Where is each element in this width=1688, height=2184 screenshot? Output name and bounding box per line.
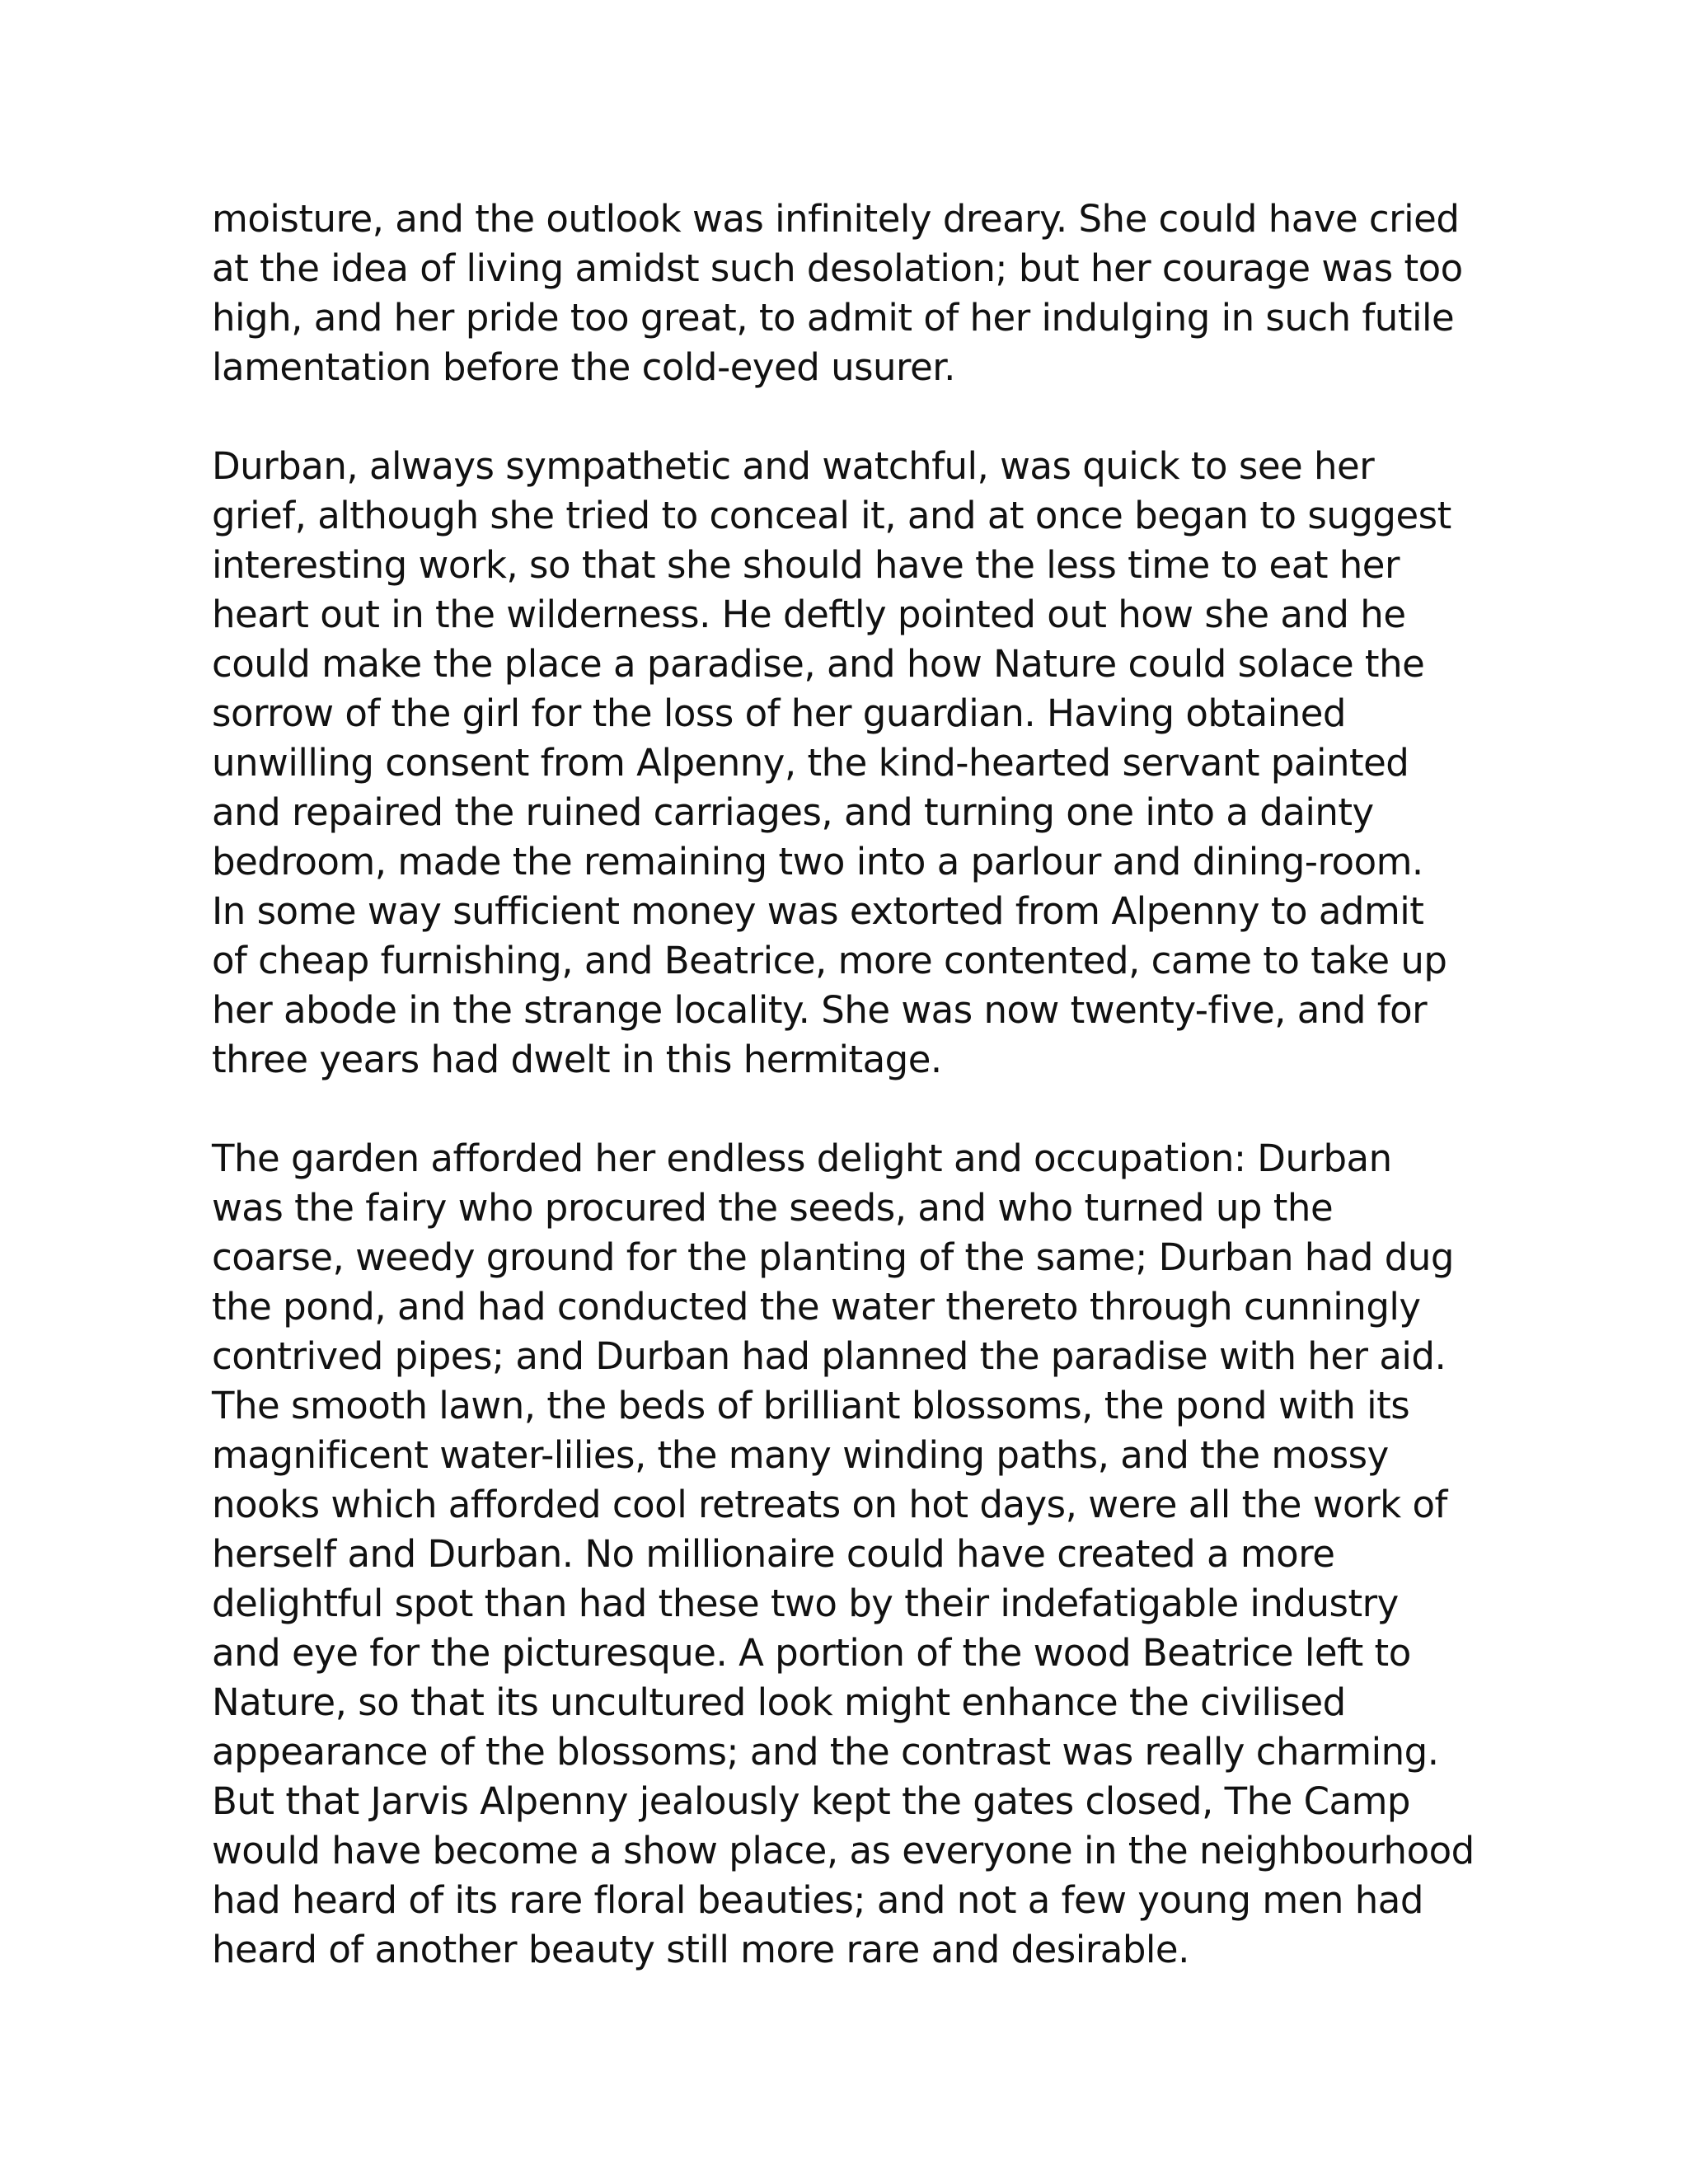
- text-line: nooks which afforded cool retreats on hot days, were all the work of: [212, 1483, 1447, 1526]
- text-line: moisture, and the outlook was infinitely dreary. She could have cried: [212, 197, 1460, 241]
- text-line: Durban, always sympathetic and watchful, was quick to see her: [212, 444, 1375, 488]
- text-line: coarse, weedy ground for the planting of the same; Durban had dug: [212, 1235, 1454, 1279]
- paragraph-1: [212, 194, 1498, 392]
- text-line: lamentation before the cold-eyed usurer.: [212, 345, 955, 389]
- text-line: the pond, and had conducted the water thereto through cunningly: [212, 1285, 1421, 1329]
- text-line: high, and her pride too great, to admit of her indulging in such futile: [212, 296, 1455, 340]
- text-line: The smooth lawn, the beds of brilliant blossoms, the pond with its: [212, 1384, 1410, 1427]
- text-line: appearance of the blossoms; and the contrast was really charming.: [212, 1730, 1439, 1774]
- text-line: contrived pipes; and Durban had planned the paradise with her aid.: [212, 1334, 1447, 1378]
- text-line: and repaired the ruined carriages, and turning one into a dainty: [212, 790, 1374, 834]
- text-line: had heard of its rare floral beauties; and not a few young men had: [212, 1878, 1423, 1922]
- text-line: sorrow of the girl for the loss of her guardian. Having obtained: [212, 691, 1346, 735]
- text-line: But that Jarvis Alpenny jealously kept the gates closed, The Camp: [212, 1779, 1410, 1823]
- text-line: at the idea of living amidst such desolation; but her courage was too: [212, 246, 1463, 290]
- body-text: [212, 194, 1498, 2024]
- text-line: herself and Durban. No millionaire could have created a more: [212, 1532, 1335, 1576]
- paragraph-3: [212, 1134, 1498, 1975]
- text-line: would have become a show place, as everyone in the neighbourhood: [212, 1829, 1475, 1872]
- text-line: heart out in the wilderness. He deftly pointed out how she and he: [212, 593, 1406, 636]
- paragraph-2: [212, 442, 1498, 1085]
- text-line: could make the place a paradise, and how Nature could solace the: [212, 642, 1425, 686]
- text-line: delightful spot than had these two by their indefatigable industry: [212, 1582, 1399, 1625]
- text-line: bedroom, made the remaining two into a parlour and dining-room.: [212, 840, 1423, 883]
- text-line: three years had dwelt in this hermitage.: [212, 1038, 942, 1081]
- text-line: Nature, so that its uncultured look might enhance the civilised: [212, 1680, 1346, 1724]
- text-line: unwilling consent from Alpenny, the kind-hearted servant painted: [212, 741, 1409, 785]
- text-line: heard of another beauty still more rare and desirable.: [212, 1928, 1189, 1971]
- text-line: magnificent water-lilies, the many winding paths, and the mossy: [212, 1433, 1389, 1477]
- text-line: and eye for the picturesque. A portion of the wood Beatrice left to: [212, 1631, 1411, 1675]
- text-line: In some way sufficient money was extorted from Alpenny to admit: [212, 889, 1424, 933]
- text-line: of cheap furnishing, and Beatrice, more contented, came to take up: [212, 939, 1447, 982]
- text-line: was the fairy who procured the seeds, and who turned up the: [212, 1186, 1334, 1230]
- text-line: The garden afforded her endless delight and occupation: Durban: [212, 1137, 1392, 1180]
- text-line: interesting work, so that she should have the less time to eat her: [212, 543, 1400, 587]
- text-line: grief, although she tried to conceal it, and at once began to suggest: [212, 494, 1451, 537]
- text-line: her abode in the strange locality. She was now twenty-five, and for: [212, 988, 1428, 1032]
